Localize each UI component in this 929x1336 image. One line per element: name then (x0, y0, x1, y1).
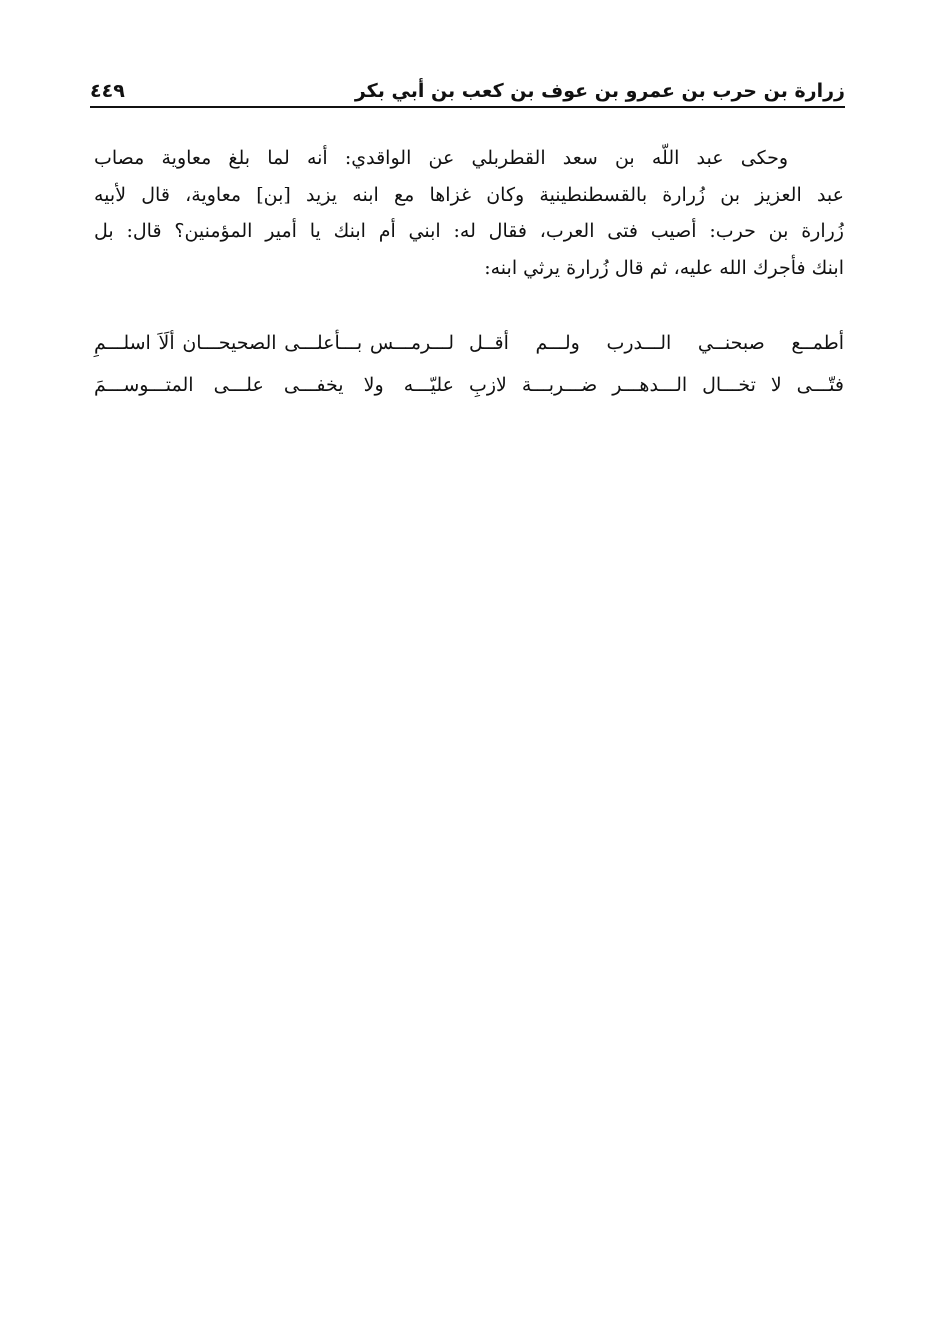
verse-line (94, 322, 844, 364)
text-line: ابنك فأجرك الله عليه، ثم قال زُرارة يرثي ابنه: (484, 256, 844, 279)
text-line: زُرارة بن حرب: أصيب فتى العرب، فقال له: ابني أم ابنك يا أمير المؤمنين؟ قال: بل (94, 220, 844, 242)
text-line: عبد العزيز بن زُرارة بالقسطنطينية وكان غزاها مع ابنه يزيد [بن] معاوية، قال لأبيه (94, 183, 844, 206)
page-number: ٤٤٩ (90, 80, 125, 102)
header-rule (90, 106, 845, 108)
page-header (90, 70, 845, 104)
verse-second-hemistich: لـــرمـــس بـــأعلـــى الصحيحـــان ألَاَ اسلـــمِ (94, 332, 454, 354)
verse-line (94, 364, 844, 406)
verse-first-hemistich: فتّـــى لا تخـــال الـــدهـــر ضـــربـــة لازبِ (469, 374, 844, 396)
verse-second-hemistich: عليّـــه ولا يخفـــى علـــى المتـــوســـمَ (94, 374, 454, 396)
poem (94, 322, 844, 406)
body-text (94, 140, 844, 286)
running-title: زرارة بن حرب بن عمرو بن عوف بن كعب بن أبي بكر (354, 80, 845, 102)
text-line: وحكى عبد اللّه بن سعد القطربلي عن الواقدي: أنه لما بلغ معاوية مصاب (94, 147, 788, 169)
verse-first-hemistich: أطمــع صبحنــي الـــدرب ولـــم أقــل (469, 332, 844, 354)
paragraph (94, 140, 844, 286)
